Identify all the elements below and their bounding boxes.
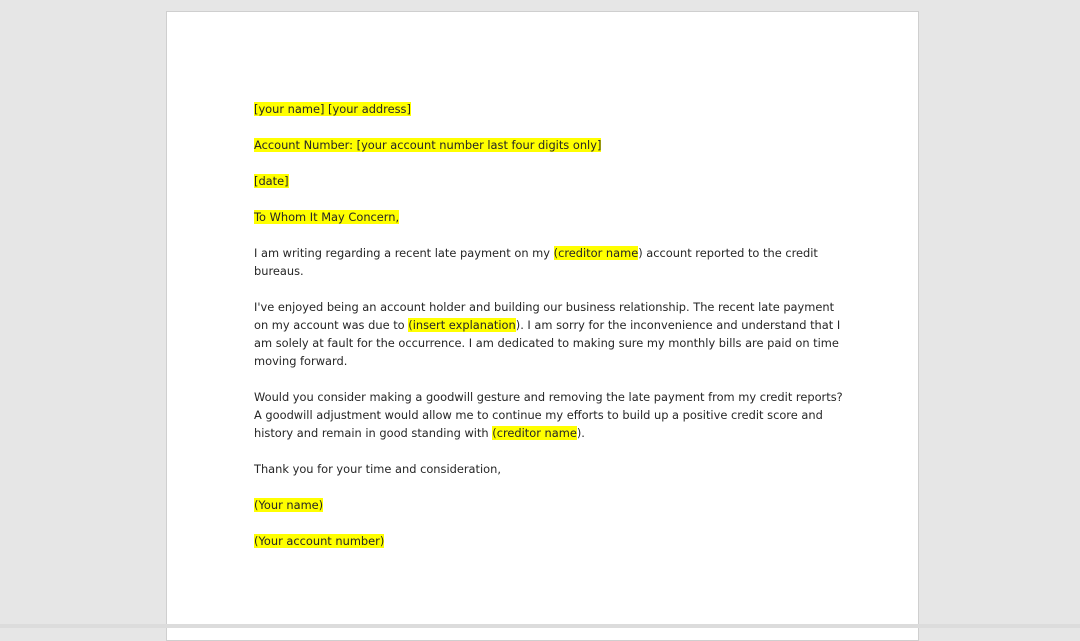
document-page — [166, 11, 919, 641]
letter-body — [254, 100, 844, 568]
creditor-name-placeholder: (creditor name — [553, 246, 639, 260]
date-line — [254, 172, 844, 190]
paragraph-1 — [254, 244, 844, 280]
closing-line — [254, 460, 844, 478]
paragraph-3-text-before: Would you consider making a goodwill gesture and removing the late payment from my credit reports? A goodwill adjustment would allow me to continue my efforts to build up a positive credit score and history and remain in good standing with — [254, 390, 843, 440]
signature-name-placeholder: (Your name) — [254, 498, 324, 512]
salutation: To Whom It May Concern, — [254, 210, 400, 224]
account-number-placeholder: Account Number: [your account number last four digits only] — [254, 138, 602, 152]
paragraph-3-text-after: ). — [576, 426, 585, 440]
bottom-edge — [0, 624, 1080, 628]
paragraph-1-text-before: I am writing regarding a recent late payment on my — [254, 246, 554, 260]
sender-placeholder: [your name] [your address] — [254, 102, 411, 116]
paragraph-2-text-before: I've enjoyed being an account holder and building our business relationship. The recent late payment on my account was due to — [254, 300, 835, 332]
account-line — [254, 136, 844, 154]
salutation-line — [254, 208, 844, 226]
signature-account-line — [254, 532, 844, 550]
creditor-name-placeholder-2: (creditor name — [492, 426, 577, 440]
closing: Thank you for your time and consideration, — [254, 462, 501, 476]
date-placeholder: [date] — [254, 174, 289, 188]
sender-line — [254, 100, 844, 118]
explanation-placeholder: (insert explanation — [408, 318, 516, 332]
signature-name-line — [254, 496, 844, 514]
signature-account-placeholder: (Your account number) — [254, 534, 385, 548]
paragraph-2-text-after: ). I am sorry for the inconvenience and understand that I am solely at fault for the occurrence. I am dedicated to making sure my monthly bills are paid on time moving forward. — [254, 318, 841, 368]
paragraph-3 — [254, 388, 844, 442]
paragraph-1-text-after: ) account reported to the credit bureaus. — [254, 246, 818, 278]
paragraph-2 — [254, 298, 844, 370]
